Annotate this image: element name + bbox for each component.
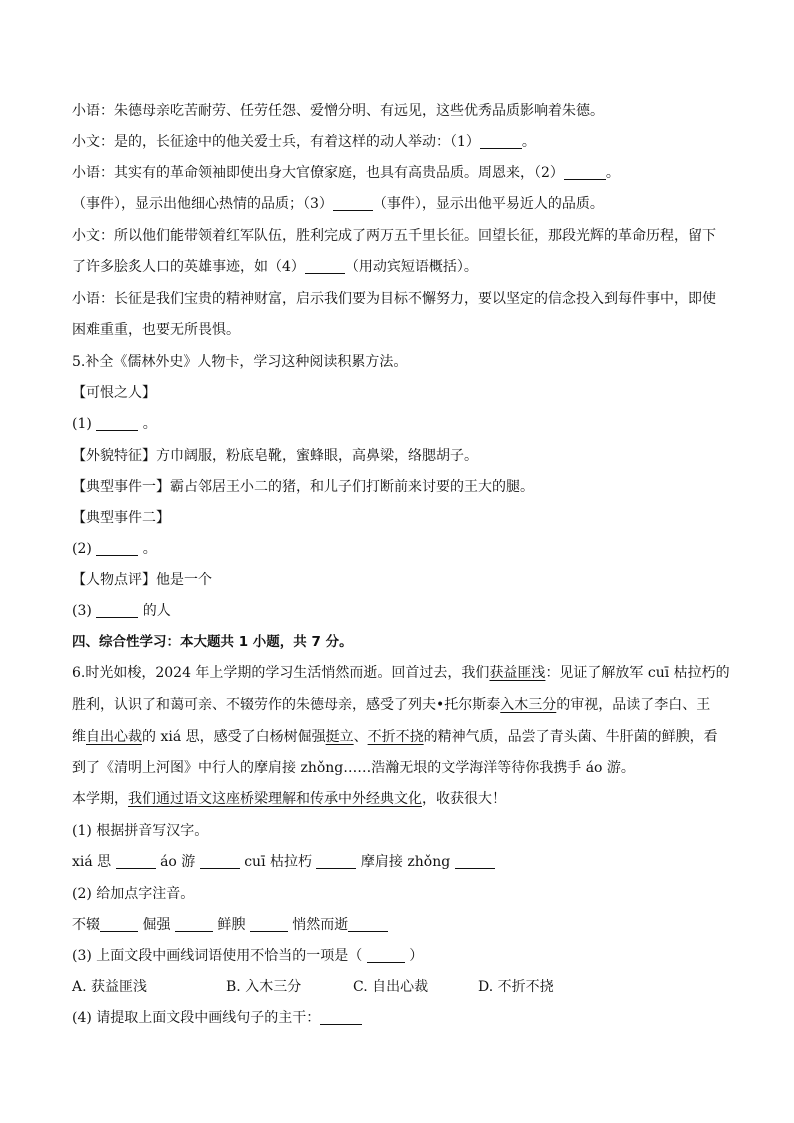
card-event-2-heading: 【典型事件二】: [72, 510, 170, 526]
option-c[interactable]: C. 自出心裁: [353, 979, 429, 995]
underlined-phrase: 获益匪浅: [489, 665, 546, 681]
answer-blank[interactable]: [96, 416, 138, 431]
answer-blank[interactable]: [250, 917, 288, 932]
underlined-sentence: 我们通过语文这座桥梁理解和传承中外经典文化: [128, 791, 422, 807]
card-item-1: (1) 。: [72, 416, 157, 432]
dialogue-line-6: 了许多脍炙人口的英雄事迹，如（4） （用动宾短语概括）。: [72, 259, 478, 275]
card-comment: 【人物点评】他是一个: [72, 572, 212, 588]
underlined-phrase: 挺立: [325, 729, 354, 745]
underlined-phrase: 不折不挠: [367, 729, 424, 745]
answer-blank[interactable]: [367, 948, 405, 963]
answer-blank[interactable]: [320, 1010, 362, 1025]
passage-line-3: 维自出心裁的 xiá 思，感受了白杨树倔强挺立、不折不挠的精神气质，品尝了青头菌、牛肝菌的鲜腴，看: [72, 729, 718, 745]
dialogue-line-1: 小语：朱德母亲吃苦耐劳、任劳任怨、爱憎分明、有远见，这些优秀品质影响着朱德。: [72, 103, 604, 119]
answer-blank[interactable]: [116, 854, 156, 869]
option-d[interactable]: D. 不折不挠: [478, 979, 554, 995]
card-appearance: 【外貌特征】方巾阔服，粉底皂靴，蜜蜂眼，高鼻梁，络腮胡子。: [72, 448, 478, 464]
section-heading-4: 四、综合性学习：本大题共 1 小题，共 7 分。: [72, 634, 353, 650]
card-item-2: (2) 。: [72, 541, 157, 557]
sub-question-2: (2) 给加点字注音。: [72, 886, 195, 902]
option-b[interactable]: B. 入木三分: [226, 979, 302, 995]
dialogue-line-3: 小语：其实有的革命领袖即使出身大官僚家庭，也具有高贵品质。周恩来，（2） 。: [72, 165, 620, 181]
dialogue-line-4: （事件），显示出他细心热情的品质；（3） （事件），显示出他平易近人的品质。: [72, 196, 604, 212]
question-5: 5.补全《儒林外史》人物卡，学习这种阅读积累方法。: [72, 354, 408, 370]
answer-blank[interactable]: [100, 917, 138, 932]
dialogue-line-5: 小文：所以他们能带领着红军队伍，胜利完成了两万五千里长征。回望长征，那段光辉的革命历程，留下: [72, 228, 716, 244]
underlined-phrase: 入木三分: [500, 697, 557, 713]
answer-blank[interactable]: [305, 259, 345, 274]
dialogue-line-7: 小语：长征是我们宝贵的精神财富，启示我们要为目标不懈努力，要以坚定的信念投入到每件事中，即使: [72, 291, 716, 307]
card-item-3: (3) 的人: [72, 603, 171, 619]
dialogue-line-8: 困难重重，也要无所畏惧。: [72, 322, 240, 338]
answer-blank[interactable]: [200, 854, 240, 869]
answer-blank[interactable]: [480, 134, 522, 149]
pinyin-line: xiá 思 áo 游 cuī 枯拉朽 摩肩接 zhǒng: [72, 852, 495, 872]
phonetic-line: 不辍 倔强 鲜腴 悄然而逝: [72, 915, 388, 935]
sub-question-4: (4) 请提取上面文段中画线句子的主干：: [72, 1008, 362, 1028]
answer-blank[interactable]: [175, 917, 213, 932]
answer-blank[interactable]: [333, 196, 373, 211]
sub-question-3: (3) 上面文段中画线词语使用不恰当的一项是（ ）: [72, 948, 424, 964]
option-a[interactable]: A. 获益匪浅: [72, 979, 148, 995]
card-event-1: 【典型事件一】霸占邻居王小二的猪，和儿子们打断前来讨要的王大的腿。: [72, 479, 534, 495]
passage-line-5: 本学期，我们通过语文这座桥梁理解和传承中外经典文化，收获很大！: [72, 791, 506, 807]
answer-blank[interactable]: [348, 917, 388, 932]
answer-blank[interactable]: [455, 854, 495, 869]
answer-blank[interactable]: [316, 854, 356, 869]
dialogue-line-2: 小文：是的，长征途中的他关爱士兵，有着这样的动人举动：（1） 。: [72, 134, 536, 150]
underlined-phrase: 自出心裁: [86, 729, 142, 745]
passage-line-2: 胜利，认识了和蔼可亲、不辍劳作的朱德母亲，感受了列夫•托尔斯泰入木三分的审视，品读了李白、王: [72, 697, 711, 713]
card-heading: 【可恨之人】: [72, 385, 156, 401]
sub-question-1: (1) 根据拼音写汉字。: [72, 823, 209, 839]
answer-blank[interactable]: [96, 603, 138, 618]
answer-blank[interactable]: [96, 541, 138, 556]
passage-line-4: 到了《清明上河图》中行人的摩肩接 zhǒng……浩瀚无垠的文学海洋等待你我携手 áo 游。: [72, 760, 635, 776]
passage-line-1: 6.时光如梭，2024 年上学期的学习生活悄然而逝。回首过去，我们获益匪浅：见证了解放军 cuī 枯拉朽的: [72, 665, 730, 681]
answer-blank[interactable]: [564, 165, 606, 180]
